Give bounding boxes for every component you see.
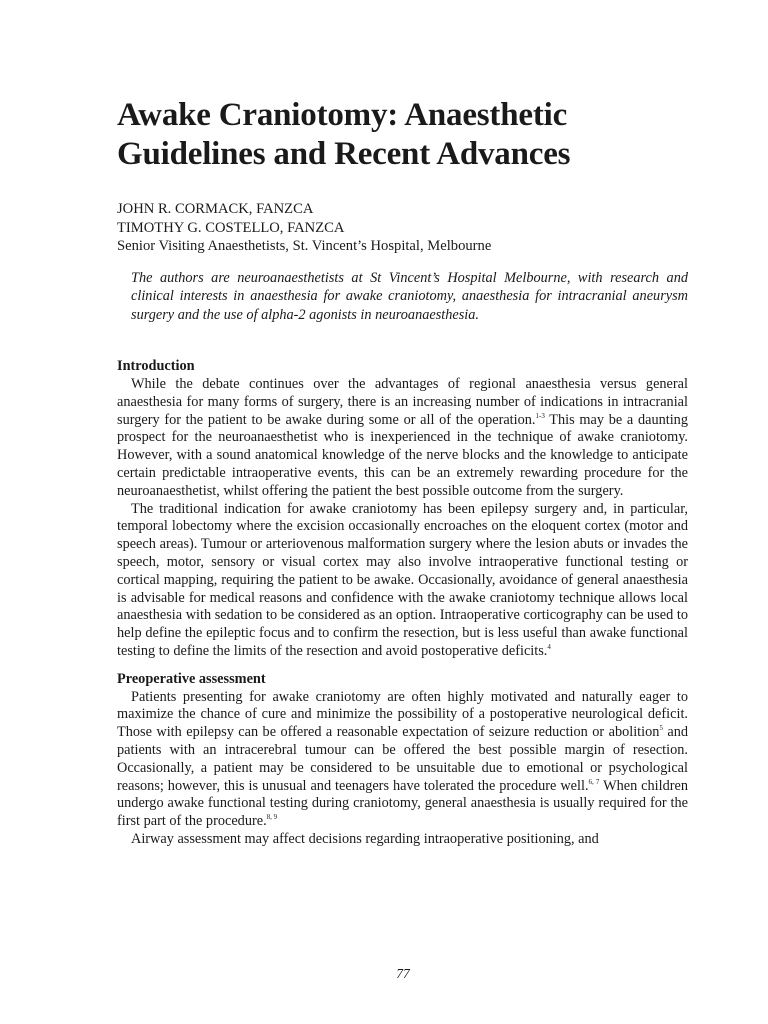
paragraph-text: When children undergo awake functional testing during craniotomy, general anaesthesia is usually required for the first part of the procedure. (117, 777, 689, 830)
paragraph-text: This may be a daunting prospect for the neuroanaesthetist who is inexperienced in the technique of awake craniotomy. However, with a sound anatomical knowledge of the nerve blocks and the knowledge to anticipate certain predictable intraoperative events, this can be an extremely rewarding procedure for the neuroanaesthetist, whilst offering the patient the best possible outcome from the surgery. (117, 411, 688, 499)
body-paragraph (117, 376, 688, 501)
article-title (117, 96, 688, 174)
citation-superscript: 6, 7 (588, 777, 600, 786)
author-name: JOHN R. CORMACK, FANZCA (117, 201, 314, 217)
paragraph-text: and patients with an intracerebral tumour can be offered the best possible margin of resection. Occasionally, a patient may be considered to be unsuitable due to emotional or psychological reasons; however, this is unusual and teenagers have tolerated the procedure well. (117, 724, 689, 794)
paragraph-text: While the debate continues over the advantages of regional anaesthesia versus general anaesthesia for many forms of surgery, there is an increasing number of indications in intracranial surgery for the patient to be awake during some or all of the operation. (117, 376, 688, 428)
citation-superscript: 8, 9 (266, 813, 278, 822)
body-paragraph (117, 831, 688, 849)
section-heading-introduction: Introduction (117, 358, 195, 375)
paragraph-text: Airway assessment may affect decisions regarding intraoperative positioning, and (131, 831, 599, 847)
author-affiliation: Senior Visiting Anaesthetists, St. Vincent’s Hospital, Melbourne (117, 238, 492, 254)
paragraph-text: Patients presenting for awake craniotomy are often highly motivated and naturally eager to maximize the chance of cure and minimize the possibility of a postoperative neurological deficit. Those with epilepsy can be offered a reasonable expectation of seizure reduction or abolition (117, 688, 688, 741)
article-page (117, 96, 688, 849)
page-number: 77 (396, 966, 410, 981)
paragraph-text: The traditional indication for awake craniotomy has been epilepsy surgery and, in particular, temporal lobectomy where the excision occasionally encroaches on the eloquent cortex (motor and speech areas). Tumour or arteriovenous malformation surgery where the lesion abuts or invades the speech, motor, sensory or visual cortex may also involve intraoperative functional testing or cortical mapping, requiring the patient to be awake. Occasionally, avoidance of general anaesthesia is advisable for medical reasons and confidence with the awake craniotomy technique allows local anaesthesia with sedation to be considered as an option. Intraoperative corticography can be used to help define the epileptic focus and to confirm the resection, but is less useful than awake functional testing to define the limits of the resection and avoid postoperative deficits. (117, 500, 688, 660)
author-note: The authors are neuroanaesthetists at St Vincent’s Hospital Melbourne, with research and clinical interests in anaesthesia for awake craniotomy, anaesthesia for intracranial aneurysm surgery and the use of alpha-2 agonists in neuroanaesthesia. (131, 269, 688, 323)
title-line-2: Guidelines and Recent Advances (117, 136, 571, 172)
body-paragraph (117, 689, 688, 831)
citation-superscript: 1-3 (535, 411, 545, 420)
citation-superscript: 5 (659, 724, 663, 733)
author-name: TIMOTHY G. COSTELLO, FANZCA (117, 219, 345, 236)
title-line-1: Awake Craniotomy: Anaesthetic (117, 97, 568, 133)
author-block (117, 200, 688, 256)
citation-superscript: 4 (547, 643, 551, 652)
section-heading-preoperative-assessment: Preoperative assessment (117, 670, 266, 687)
body-paragraph (117, 501, 688, 661)
